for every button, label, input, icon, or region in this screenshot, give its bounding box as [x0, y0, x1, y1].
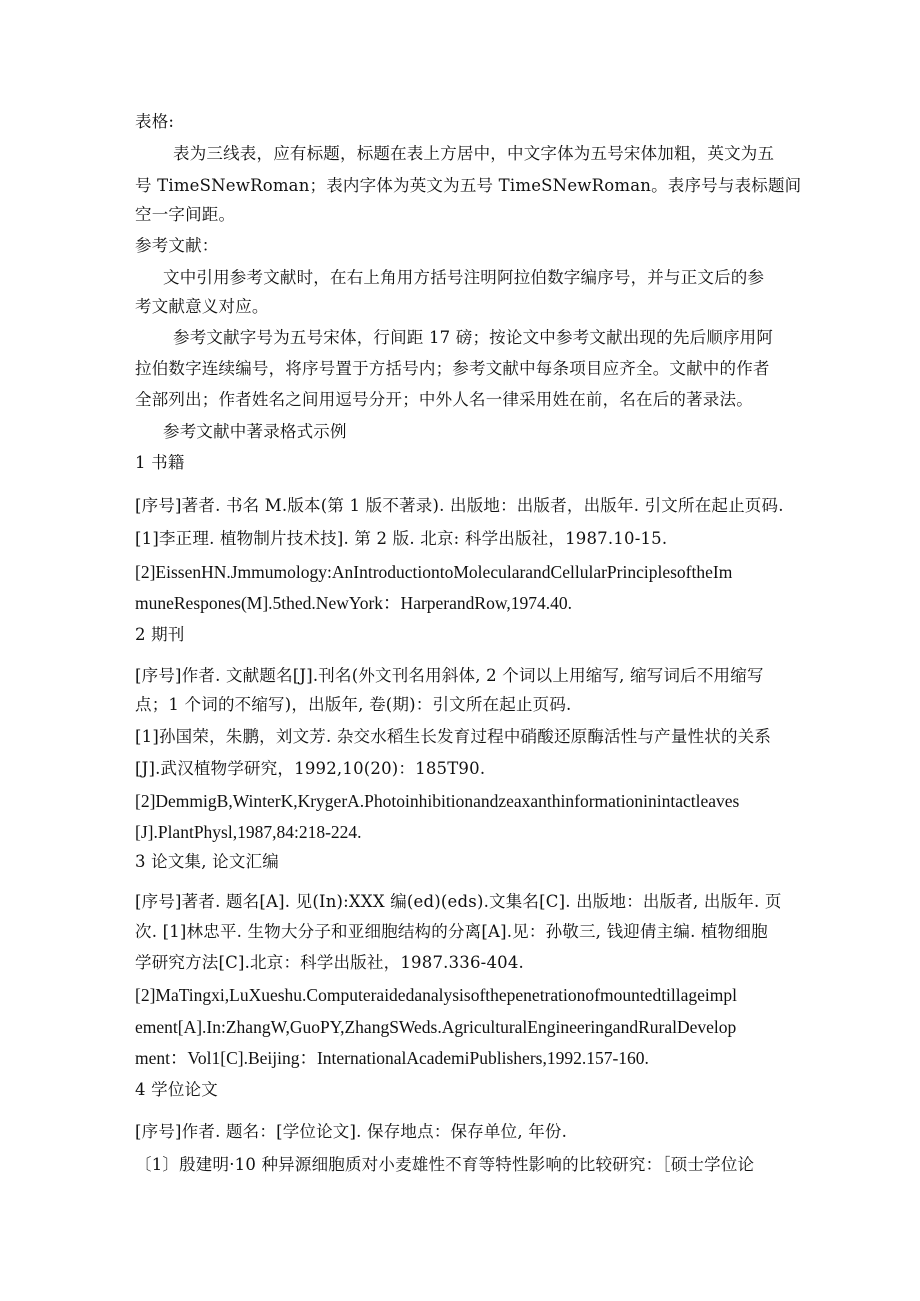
reference-entry: 次. [1]林忠平. 生物大分子和亚细胞结构的分离[A].见：孙敬三, 钱迎倩主编. 植物细胞	[135, 922, 768, 941]
subheading-proceedings: 3 论文集, 论文汇编	[135, 852, 279, 871]
reference-entry: 〔1〕殷建明·10 种异源细胞质对小麦雄性不育等特性影响的比较研究：［硕士学位论	[135, 1155, 755, 1174]
subheading-format-examples: 参考文献中著录格式示例	[163, 422, 347, 441]
reference-entry: 学研究方法[C].北京：科学出版社，1987.336-404.	[135, 953, 524, 972]
reference-entry: [1]李正理. 植物制片技术技]. 第 2 版. 北京: 科学出版社，1987.10-15.	[135, 529, 668, 548]
subheading-books: 1 书籍	[135, 453, 185, 472]
paragraph-line: 考文献意义对应。	[135, 297, 269, 316]
reference-entry: [J].PlantPhysl,1987,84:218-224.	[135, 822, 362, 842]
reference-entry: ment：Vol1[C].Beijing：InternationalAcademiPublishers,1992.157-160.	[135, 1048, 649, 1068]
paragraph-line: 文中引用参考文献时，在右上角用方括号注明阿拉伯数字编序号，并与正文后的参	[163, 268, 765, 287]
reference-entry: [2]EissenHN.Jmmumology:AnIntroductiontoMolecularandCellularPrinciplesoftheIm	[135, 562, 733, 582]
reference-entry: [1]孙国荣，朱鹏，刘文芳. 杂交水稻生长发育过程中硝酸还原酶活性与产量性状的关系	[135, 727, 772, 746]
subheading-dissertations: 4 学位论文	[135, 1080, 218, 1099]
reference-entry: [J].武汉植物学研究，1992,10(20)：185T90.	[135, 759, 486, 778]
paragraph-line: 拉伯数字连续编号，将序号置于方括号内；参考文献中每条项目应齐全。文献中的作者	[135, 359, 770, 378]
paragraph-line: 表为三线表，应有标题，标题在表上方居中，中文字体为五号宋体加粗，英文为五	[173, 144, 775, 163]
reference-format-line: 点；1 个词的不缩写)，出版年, 卷(期)：引文所在起止页码.	[135, 695, 572, 714]
reference-entry: muneRespones(M].5thed.NewYork：HarperandRow,1974.40.	[135, 593, 572, 613]
reference-entry: ement[A].In:ZhangW,GuoPY,ZhangSWeds.AgriculturalEngineeringandRuralDevelop	[135, 1017, 737, 1037]
paragraph-line: 号 TimeSNewRoman；表内字体为英文为五号 TimeSNewRoman。表序号与表标题间	[135, 176, 802, 195]
subheading-journals: 2 期刊	[135, 625, 185, 644]
paragraph-line: 全部列出；作者姓名之间用逗号分开；中外人名一律采用姓在前，名在后的著录法。	[135, 390, 753, 409]
reference-format-line: [序号]著者. 书名 M.版本(第 1 版不著录). 出版地：出版者，出版年. 引文所在起止页码.	[135, 496, 784, 515]
section-heading-tables: 表格:	[135, 112, 175, 131]
section-heading-references: 参考文献：	[135, 236, 219, 255]
reference-format-line: [序号]作者. 文献题名[J].刊名(外文刊名用斜体, 2 个词以上用缩写, 缩写词后不用缩写	[135, 666, 764, 685]
reference-format-line: [序号]著者. 题名[A]. 见(In):XXX 编(ed)(eds).文集名[C]. 出版地：出版者, 出版年. 页	[135, 892, 782, 911]
reference-entry: [2]DemmigB,WinterK,KrygerA.Photoinhibitionandzeaxanthinformationinintactleaves	[135, 791, 740, 811]
paragraph-line: 空一字间距。	[135, 205, 236, 224]
reference-format-line: [序号]作者. 题名：[学位论文]. 保存地点：保存单位, 年份.	[135, 1122, 568, 1141]
reference-entry: [2]MaTingxi,LuXueshu.Computeraidedanalysisofthepenetrationofmountedtillageimpl	[135, 985, 738, 1005]
paragraph-line: 参考文献字号为五号宋体，行间距 17 磅；按论文中参考文献出现的先后顺序用阿	[173, 328, 774, 347]
